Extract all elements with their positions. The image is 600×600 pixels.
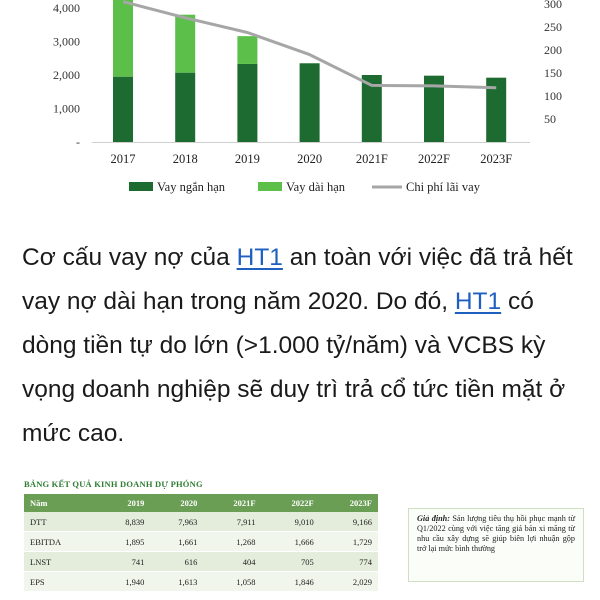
table-cell: 1,846: [262, 572, 320, 592]
ht1-stock-link-2[interactable]: HT1: [454, 288, 502, 315]
table-row: [24, 532, 378, 552]
table-header-row: [24, 494, 378, 512]
table-row: [24, 572, 378, 592]
bar-vay-dai-han: [175, 15, 195, 73]
legend-label: Vay ngắn hạn: [157, 180, 226, 194]
bar-vay-ngan-han: [300, 63, 320, 142]
table-cell: 1,729: [320, 532, 378, 552]
bar-vay-ngan-han: [237, 64, 257, 142]
left-axis-tick-label: 2,000: [53, 68, 80, 82]
right-axis-tick-label: 100: [544, 89, 562, 103]
table-cell: EBITDA: [24, 532, 97, 552]
table-cell: EPS: [24, 572, 97, 592]
article-text-3: có dòng tiền tự do lớn (>1.000 tỷ/năm) và VCBS kỳ vọng doanh nghiệp sẽ duy trì trả cổ tức tiền mặt ở mức cao.: [22, 288, 566, 447]
legend-label: Chi phí lãi vay: [406, 180, 480, 194]
bar-vay-ngan-han: [175, 73, 195, 142]
right-axis-tick-label: 250: [544, 20, 562, 34]
header-cell: 2019: [97, 494, 150, 512]
table-cell: 404: [203, 552, 261, 572]
header-cell: Năm: [24, 494, 97, 512]
table-row: [24, 512, 378, 532]
bar-vay-ngan-han: [113, 77, 133, 142]
article-text-2: an toàn với việc đã trả hết vay nợ dài hạn trong năm 2020. Do đó,: [22, 244, 573, 315]
debt-structure-chart: [0, 0, 600, 205]
table-cell: 2,029: [320, 572, 378, 592]
table-cell: 741: [97, 552, 150, 572]
table-cell: 1,661: [150, 532, 203, 552]
left-axis-tick-label: 4,000: [53, 1, 80, 15]
note-text: Sản lượng tiêu thụ hồi phục mạnh từ Q1/2022 cùng với việc tăng giá bán xi măng từ nhu cầu xây dựng sẽ giúp biên lợi nhuận gộp trở lại mức bình thường: [417, 514, 576, 553]
table-cell: 7,963: [150, 512, 203, 532]
x-axis-tick-label: 2017: [110, 152, 136, 166]
forecast-table: [24, 494, 378, 592]
table-cell: 774: [320, 552, 378, 572]
table-title: BẢNG KẾT QUẢ KINH DOANH DỰ PHÓNG: [24, 479, 203, 489]
x-axis-tick-label: 2023F: [480, 152, 513, 166]
table-cell: 616: [150, 552, 203, 572]
table-cell: LNST: [24, 552, 97, 572]
legend-label: Vay dài hạn: [286, 180, 346, 194]
table-cell: 7,911: [203, 512, 261, 532]
left-axis-tick-label: -: [76, 135, 80, 149]
right-axis-tick-label: 150: [544, 66, 562, 80]
table-cell: 1,268: [203, 532, 261, 552]
article-paragraph: [22, 236, 582, 456]
x-axis-tick-label: 2019: [234, 152, 260, 166]
x-axis-tick-label: 2022F: [418, 152, 450, 166]
table-cell: 1,613: [150, 572, 203, 592]
assumption-note: [408, 508, 584, 582]
table-cell: 1,058: [203, 572, 261, 592]
header-cell: 2023F: [320, 494, 378, 512]
note-label: Giả định:: [417, 514, 450, 523]
bar-vay-dai-han: [237, 36, 257, 64]
header-cell: 2021F: [203, 494, 261, 512]
right-axis-tick-label: 200: [544, 43, 562, 57]
right-axis-tick-label: 300: [544, 0, 562, 11]
table-cell: 1,666: [262, 532, 320, 552]
x-axis-tick-label: 2018: [172, 152, 198, 166]
left-axis-tick-label: 1,000: [53, 101, 80, 116]
table-row: [24, 552, 378, 572]
x-axis-tick-label: 2020: [297, 152, 323, 166]
table-cell: 1,940: [97, 572, 150, 592]
table-cell: 9,166: [320, 512, 378, 532]
table-cell: DTT: [24, 512, 97, 532]
header-cell: 2020: [150, 494, 203, 512]
table-cell: 9,010: [262, 512, 320, 532]
table-cell: 8,839: [97, 512, 150, 532]
right-axis-tick-label: 50: [544, 112, 556, 126]
table-cell: 705: [262, 552, 320, 572]
left-axis-tick-label: 3,000: [53, 34, 80, 49]
bar-vay-dai-han: [113, 0, 133, 77]
header-cell: 2022F: [262, 494, 320, 512]
x-axis-tick-label: 2021F: [355, 152, 388, 166]
legend-swatch-vay-dai-han: [258, 182, 282, 191]
legend-swatch-vay-ngan-han: [129, 182, 153, 191]
ht1-stock-link[interactable]: HT1: [236, 244, 283, 271]
table-cell: 1,895: [97, 532, 150, 552]
article-text-1: Cơ cấu vay nợ của: [22, 244, 237, 271]
